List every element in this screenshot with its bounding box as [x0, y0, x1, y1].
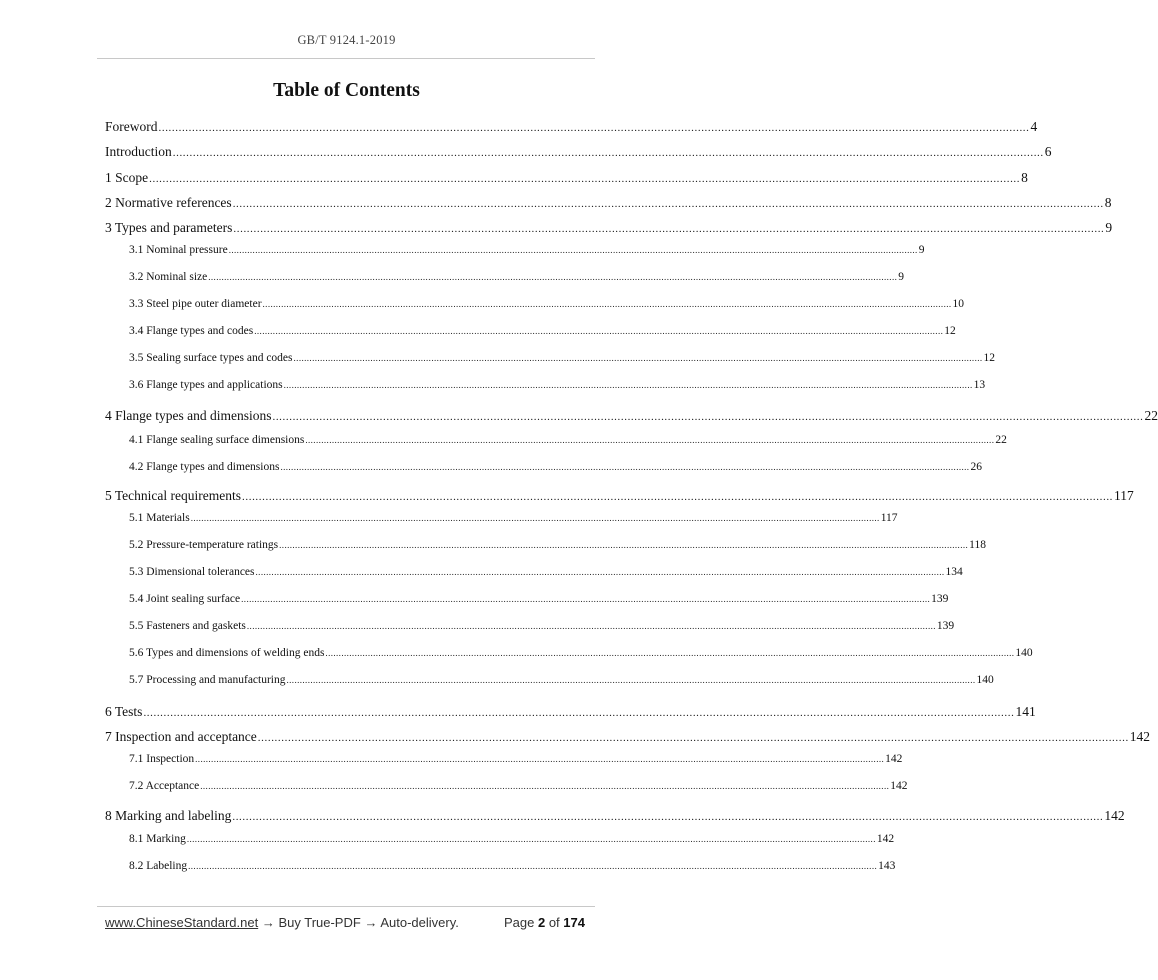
toc-entry-label: 4.2 Flange types and dimensions [129, 461, 280, 473]
toc-entry[interactable] [105, 407, 1158, 425]
toc-leader-dots: .................................................................................................................................................................................................................................................................... [232, 198, 1104, 210]
page-word: Page [503, 915, 535, 930]
toc-leader-dots: .................................................................................................................................................................................................................................................................... [257, 732, 1129, 744]
toc-entry-page: 139 [936, 620, 955, 632]
toc-leader-dots: .................................................................................................................................................................................................................................................................... [246, 621, 936, 631]
toc-entry[interactable] [129, 296, 965, 312]
toc-entry-page: 4 [1030, 119, 1038, 134]
toc-leader-dots: .................................................................................................................................................................................................................................................................... [325, 648, 1015, 658]
toc-entry-label: 3.2 Nominal size [129, 271, 208, 283]
toc-entry-label: 5.7 Processing and manufacturing [129, 674, 286, 686]
toc-entry-page: 6 [1044, 144, 1052, 159]
toc-entry-label: 2 Normative references [105, 195, 232, 210]
toc-entry-page: 22 [1144, 408, 1158, 423]
footer-promo [105, 915, 459, 930]
toc-entry[interactable] [129, 778, 908, 794]
toc-entry[interactable] [129, 591, 949, 607]
toc-entry[interactable] [129, 323, 956, 339]
toc-entry-label: 8 Marking and labeling [105, 808, 232, 823]
toc-entry-page: 8 [1104, 195, 1112, 210]
toc-entry-label: 1 Scope [105, 170, 149, 185]
toc-entry-page: 26 [970, 461, 982, 473]
toc-leader-dots: .................................................................................................................................................................................................................................................................... [255, 567, 945, 577]
toc-entry[interactable] [105, 703, 1036, 721]
toc-leader-dots: .................................................................................................................................................................................................................................................................... [143, 707, 1015, 719]
toc-entry-label: Foreword [105, 119, 158, 134]
toc-entry-page: 134 [945, 566, 963, 578]
toc-entry-page: 140 [1015, 647, 1033, 659]
page-title: Table of Contents [273, 80, 420, 101]
toc-entry-page: 142 [885, 753, 903, 765]
toc-entry[interactable] [129, 564, 963, 580]
toc-entry-label: 6 Tests [105, 704, 143, 719]
toc-leader-dots: .................................................................................................................................................................................................................................................................... [190, 513, 880, 523]
toc-entry[interactable] [105, 807, 1125, 825]
toc-entry[interactable] [129, 751, 903, 767]
toc-leader-dots: .................................................................................................................................................................................................................................................................... [200, 781, 890, 791]
toc-leader-dots: .................................................................................................................................................................................................................................................................... [272, 411, 1144, 423]
toc-leader-dots: .................................................................................................................................................................................................................................................................... [262, 299, 952, 309]
toc-entry-page: 142 [1104, 808, 1125, 823]
toc-leader-dots: .................................................................................................................................................................................................................................................................... [233, 223, 1105, 235]
toc-entry-label: 3.5 Sealing surface types and codes [129, 352, 293, 364]
toc-leader-dots: .................................................................................................................................................................................................................................................................... [279, 540, 969, 550]
toc-leader-dots: .................................................................................................................................................................................................................................................................... [293, 353, 983, 363]
toc-entry[interactable] [105, 118, 1038, 136]
toc-entry-page: 13 [973, 379, 986, 391]
toc-entry-page: 22 [995, 434, 1007, 446]
toc-entry-page: 117 [1114, 488, 1134, 503]
toc-entry-label: 8.2 Labeling [129, 860, 188, 872]
toc-leader-dots: .................................................................................................................................................................................................................................................................... [241, 594, 931, 604]
toc-entry-label: 5.2 Pressure-temperature ratings [129, 539, 279, 551]
site-link[interactable]: www.ChineseStandard.net [105, 915, 259, 930]
toc-leader-dots: .................................................................................................................................................................................................................................................................... [254, 326, 944, 336]
toc-entry[interactable] [129, 618, 955, 634]
footer-divider [97, 906, 595, 907]
page-indicator [504, 915, 585, 930]
toc-entry-page: 117 [880, 512, 898, 524]
toc-entry-label: 4 Flange types and dimensions [105, 408, 272, 423]
toc-entry-label: 8.1 Marking [129, 833, 186, 845]
toc-leader-dots: .................................................................................................................................................................................................................................................................... [280, 462, 970, 472]
toc-entry[interactable] [129, 831, 895, 847]
toc-entry-page: 8 [1021, 170, 1028, 185]
page-of: of [548, 915, 560, 930]
toc-entry-label: Introduction [105, 144, 172, 159]
toc-entry-page: 139 [931, 593, 949, 605]
toc-entry[interactable] [129, 432, 1007, 448]
page-footer [105, 915, 585, 933]
toc-entry-label: 3.6 Flange types and applications [129, 379, 283, 391]
page-current: 2 [537, 915, 546, 930]
toc-entry[interactable] [105, 143, 1052, 161]
toc-entry-label: 3.4 Flange types and codes [129, 325, 254, 337]
toc-entry-label: 7.2 Acceptance [129, 780, 200, 792]
toc-entry-label: 7.1 Inspection [129, 753, 195, 765]
toc-entry-page: 118 [969, 539, 986, 551]
toc-entry-page: 142 [876, 833, 895, 845]
toc-entry-label: 5 Technical requirements [105, 488, 242, 503]
toc-entry-page: 12 [983, 352, 996, 364]
toc-entry[interactable] [105, 169, 1028, 187]
toc-entry-page: 9 [918, 244, 925, 256]
delivery-text: Auto-delivery. [380, 915, 459, 930]
toc-entry[interactable] [129, 377, 986, 393]
toc-entry-label: 5.5 Fasteners and gaskets [129, 620, 246, 632]
toc-entry[interactable] [129, 269, 904, 285]
toc-entry[interactable] [105, 194, 1112, 212]
arrow-icon: → [261, 915, 275, 930]
toc-entry-page: 142 [890, 780, 908, 792]
toc-leader-dots: .................................................................................................................................................................................................................................................................... [242, 491, 1114, 503]
toc-entry-label: 4.1 Flange sealing surface dimensions [129, 434, 305, 446]
toc-entry[interactable] [129, 645, 1033, 661]
toc-leader-dots: .................................................................................................................................................................................................................................................................... [305, 435, 995, 445]
toc-entry-label: 5.1 Materials [129, 512, 190, 524]
toc-entry[interactable] [105, 728, 1151, 746]
toc-entry[interactable] [129, 459, 982, 475]
toc-leader-dots: .................................................................................................................................................................................................................................................................... [208, 272, 898, 282]
toc-entry-label: 5.4 Joint sealing surface [129, 593, 241, 605]
buy-pdf-text: Buy True-PDF [278, 915, 361, 930]
toc-entry-label: 5.3 Dimensional tolerances [129, 566, 255, 578]
toc-entry-page: 140 [976, 674, 994, 686]
toc-leader-dots: .................................................................................................................................................................................................................................................................... [232, 811, 1104, 823]
toc-entry[interactable] [129, 672, 994, 688]
toc-entry-page: 9 [1105, 220, 1113, 235]
toc-entry-label: 3 Types and parameters [105, 220, 233, 235]
toc-entry-page: 12 [944, 325, 956, 337]
toc-entry-page: 141 [1015, 704, 1036, 719]
arrow-icon: → [364, 915, 378, 930]
toc-entry[interactable] [129, 350, 996, 366]
toc-leader-dots: .................................................................................................................................................................................................................................................................... [158, 122, 1030, 134]
standard-id: GB/T 9124.1-2019 [297, 33, 396, 47]
toc-leader-dots: .................................................................................................................................................................................................................................................................... [195, 754, 885, 764]
toc-entry-label: 3.1 Nominal pressure [129, 244, 228, 256]
toc-entry-label: 5.6 Types and dimensions of welding ends [129, 647, 325, 659]
toc-entry-page: 10 [952, 298, 965, 310]
toc-entry[interactable] [129, 242, 925, 258]
toc-entry[interactable] [105, 219, 1113, 237]
toc-entry-label: 7 Inspection and acceptance [105, 729, 257, 744]
toc-entry-page: 9 [898, 271, 904, 283]
page-total: 174 [563, 915, 585, 930]
toc-leader-dots: .................................................................................................................................................................................................................................................................... [186, 834, 876, 844]
toc-entry[interactable] [129, 858, 896, 874]
toc-entry[interactable] [129, 510, 898, 526]
toc-leader-dots: .................................................................................................................................................................................................................................................................... [228, 245, 918, 255]
toc-entry-page: 143 [878, 860, 896, 872]
toc-leader-dots: .................................................................................................................................................................................................................................................................... [283, 380, 973, 390]
toc-entry[interactable] [105, 487, 1134, 505]
toc-entry-label: 3.3 Steel pipe outer diameter [129, 298, 262, 310]
toc-leader-dots: .................................................................................................................................................................................................................................................................... [286, 675, 976, 685]
toc-leader-dots: .................................................................................................................................................................................................................................................................... [149, 173, 1021, 185]
toc-leader-dots: .................................................................................................................................................................................................................................................................... [172, 147, 1044, 159]
toc-entry-page: 142 [1129, 729, 1151, 744]
toc-leader-dots: .................................................................................................................................................................................................................................................................... [188, 861, 878, 871]
toc-entry[interactable] [129, 537, 986, 553]
